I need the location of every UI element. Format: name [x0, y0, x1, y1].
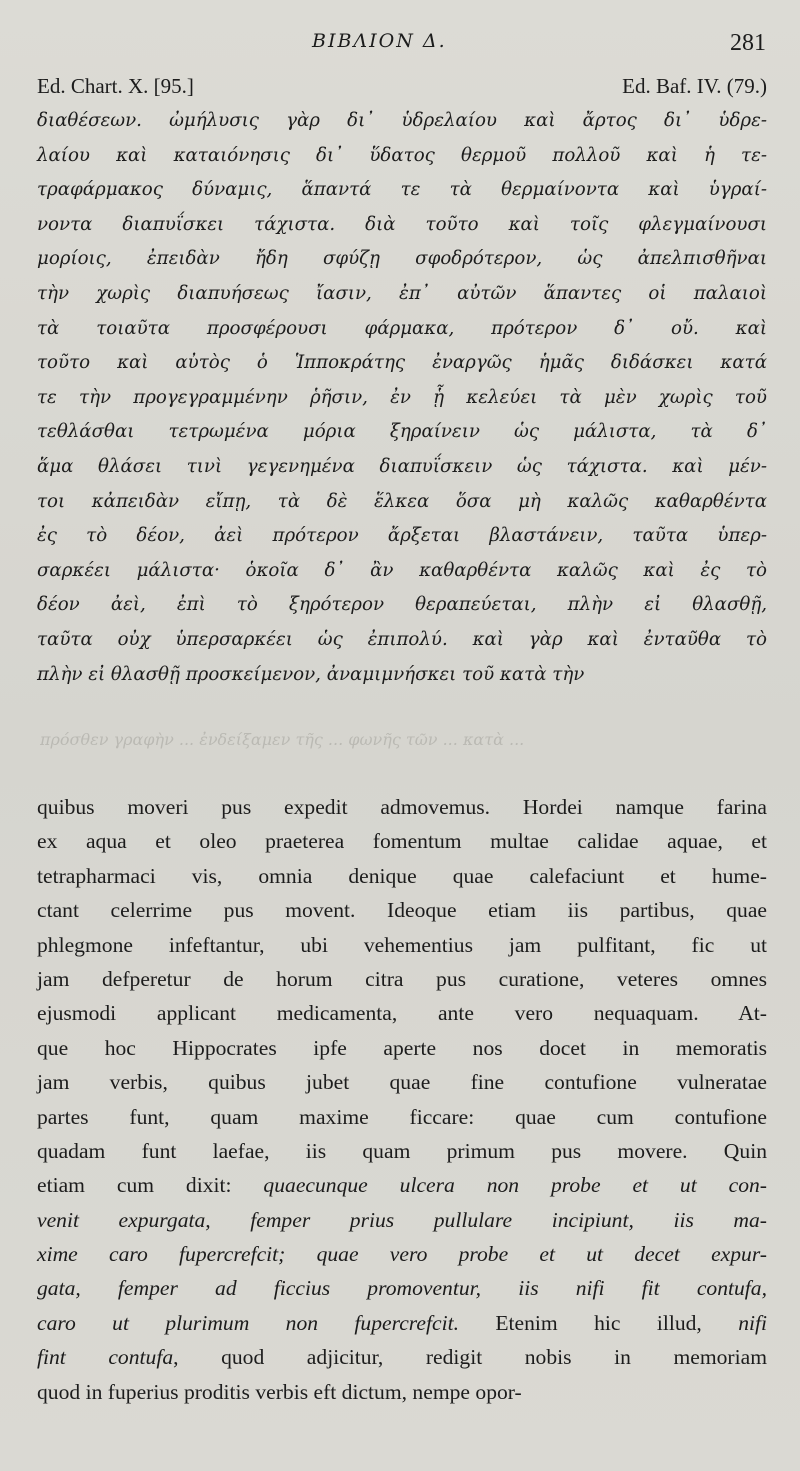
edition-references: [37, 74, 767, 104]
latin-text-segment: Etenim hic illud,: [458, 1310, 739, 1335]
greek-text-line: σαρκέει μάλιστα· ὁκοῖα δ᾽ ἂν καθαρθέντα καλῶς καὶ ἐς τὸ: [37, 559, 767, 581]
greek-text-line: τὴν χωρὶς διαπυήσεως ἴασιν, ἐπ᾽ αὐτῶν ἅπαντες οἱ παλαιοὶ: [37, 282, 767, 304]
latin-text-line: [37, 1237, 767, 1271]
latin-text-line: [37, 1306, 767, 1340]
latin-text-line: [37, 1134, 767, 1168]
latin-text-segment: partes funt, quam maxime ficcare: quae cum contufione: [37, 1104, 767, 1129]
latin-italic-quote: caro ut plurimum non fupercrefcit.: [37, 1310, 459, 1335]
latin-text-segment: quadam funt laefae, iis quam primum pus movere. Quin: [37, 1138, 767, 1163]
greek-text-block: [37, 104, 767, 692]
latin-text-line: [37, 893, 767, 927]
latin-text-line: [37, 1031, 767, 1065]
latin-text-line: [37, 1375, 767, 1409]
latin-text-line: [37, 1271, 767, 1305]
latin-text-segment: ejusmodi applicant medicamenta, ante vero nequaquam. At-: [37, 1001, 767, 1026]
edition-basel-ref: Ed. Baf. IV. (79.): [622, 74, 767, 98]
latin-italic-quote: xime caro fupercrefcit; quae vero probe et ut decet expur-: [37, 1242, 767, 1267]
latin-text-line: [37, 1100, 767, 1134]
latin-text-segment: ex aqua et oleo praeterea fomentum multae calidae aquae, et: [37, 829, 767, 854]
latin-text-segment: phlegmone infeftantur, ubi vehementius jam pulfitant, fic ut: [37, 932, 767, 957]
latin-italic-quote: fint contufa: [37, 1345, 174, 1370]
latin-italic-quote: nifi: [738, 1310, 767, 1335]
latin-text-line: [37, 962, 767, 996]
latin-text-segment: jam verbis, quibus jubet quae fine contufione vulneratae: [37, 1070, 767, 1095]
greek-text-line: λαίου καὶ καταιόνησις δι᾽ ὕδατος θερμοῦ πολλοῦ καὶ ἡ τε-: [37, 144, 767, 166]
latin-italic-quote: quaecunque ulcera non probe et ut con-: [263, 1173, 767, 1198]
latin-text-line: [37, 824, 767, 858]
bleed-through-line: πρόσθεν γραφὴν ... ἐνδείξαμεν τῆς ... φωνῆς τῶν ... κατὰ ...: [40, 730, 525, 749]
latin-italic-quote: venit expurgata, femper prius pullulare incipiunt, iis ma-: [37, 1207, 767, 1232]
latin-text-line: [37, 1065, 767, 1099]
latin-translation-block: [37, 790, 767, 1409]
running-title: ΒΙΒΛΙΟΝ Δ.: [312, 30, 447, 52]
latin-text-line: [37, 1168, 767, 1202]
latin-text-line: [37, 790, 767, 824]
latin-text-segment: jam defperetur de horum citra pus curatione, veteres omnes: [37, 966, 767, 991]
page-header: [0, 28, 800, 58]
greek-text-line: μορίοις, ἐπειδὰν ἤδη σφύζῃ σφοδρότερον, ὡς ἀπελπισθῆναι: [37, 248, 767, 270]
page-number: 281: [730, 30, 766, 56]
latin-text-segment: , quod adjicitur, redigit nobis in memoriam: [173, 1345, 767, 1370]
greek-text-line: τραφάρμακος δύναμις, ἅπαντά τε τὰ θερμαίνοντα καὶ ὑγραί-: [37, 179, 767, 201]
greek-text-line: τὰ τοιαῦτα προσφέρουσι φάρμακα, πρότερον δ᾽ οὔ. καὶ: [37, 317, 767, 339]
latin-text-line: [37, 1203, 767, 1237]
greek-text-line: δέον ἀεὶ, ἐπὶ τὸ ξηρότερον θεραπεύεται, πλὴν εἰ θλασθῇ,: [37, 594, 767, 616]
latin-text-line: [37, 1340, 767, 1374]
latin-text-segment: quibus moveri pus expedit admovemus. Hordei namque farina: [37, 795, 767, 819]
latin-text-line: [37, 928, 767, 962]
greek-text-line: ταῦτα οὐχ ὑπερσαρκέει ὡς ἐπιπολύ. καὶ γὰρ καὶ ἐνταῦθα τὸ: [37, 628, 767, 650]
latin-text-segment: etiam cum dixit:: [37, 1173, 264, 1198]
latin-text-segment: ctant celerrime pus movent. Ideoque etiam iis partibus, quae: [37, 898, 767, 923]
greek-text-line: τοῦτο καὶ αὐτὸς ὁ Ἱπποκράτης ἐναργῶς ἡμᾶς διδάσκει κατά: [37, 352, 767, 374]
edition-chartier-ref: Ed. Chart. X. [95.]: [37, 74, 194, 98]
greek-text-line: διαθέσεων. ὠμήλυσις γὰρ δι᾽ ὑδρελαίου καὶ ἄρτος δι᾽ ὑδρε-: [37, 110, 767, 131]
greek-text-line: τεθλάσθαι τετρωμένα μόρια ξηραίνειν ὡς μάλιστα, τὰ δ᾽: [37, 421, 767, 443]
greek-text-line: ἅμα θλάσει τινὶ γεγενημένα διαπυΐσκειν ὡς τάχιστα. καὶ μέν-: [37, 455, 767, 477]
latin-text-segment: quod in fuperius proditis verbis eft dictum, nempe opor-: [37, 1379, 522, 1404]
latin-italic-quote: gata, femper ad ficcius promoventur, iis nifi fit contufa,: [37, 1276, 767, 1301]
latin-text-segment: que hoc Hippocrates ipfe aperte nos docet in memoratis: [37, 1035, 767, 1060]
greek-text-line: ἐς τὸ δέον, ἀεὶ πρότερον ἄρξεται βλαστάνειν, ταῦτα ὑπερ-: [37, 525, 767, 547]
greek-text-line: τοι κἀπειδὰν εἴπῃ, τὰ δὲ ἕλκεα ὅσα μὴ καλῶς καθαρθέντα: [37, 490, 767, 512]
greek-text-line: τε τὴν προγεγραμμένην ῥῆσιν, ἐν ᾗ κελεύει τὰ μὲν χωρὶς τοῦ: [37, 386, 767, 408]
greek-text-line: νοντα διαπυΐσκει τάχιστα. διὰ τοῦτο καὶ τοῖς φλεγμαίνουσι: [37, 213, 767, 235]
latin-text-line: [37, 996, 767, 1030]
latin-text-segment: tetrapharmaci vis, omnia denique quae calefaciunt et hume-: [37, 863, 767, 888]
greek-text-line: πλὴν εἰ θλασθῇ προσκείμενον, ἀναμιμνήσκει τοῦ κατὰ τὴν: [37, 663, 585, 685]
latin-text-line: [37, 859, 767, 893]
